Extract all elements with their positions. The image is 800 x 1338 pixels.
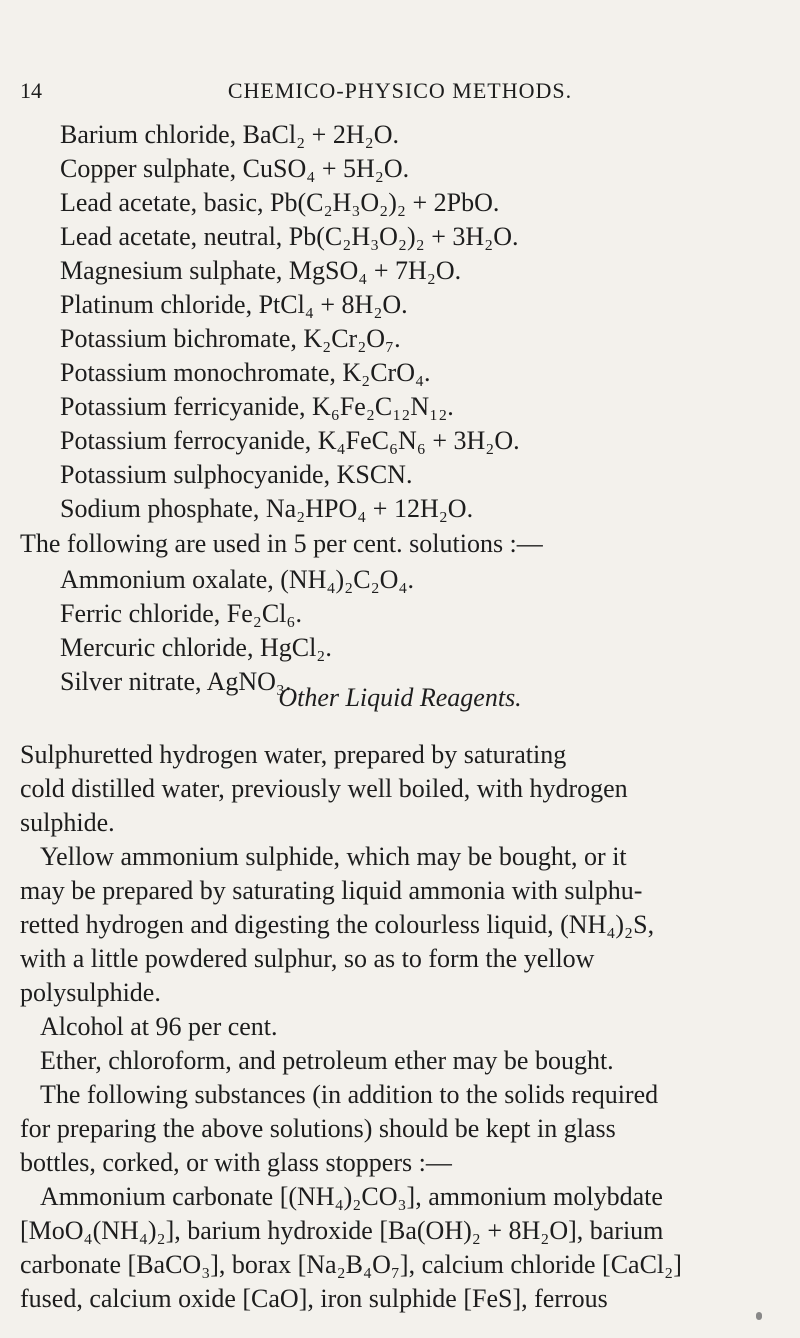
page-header [0,78,800,108]
intro-text: The following are used in 5 per cent. solutions :— [20,529,543,558]
paragraph-line: retted hydrogen and digesting the colourless liquid, (NH₄)₂S, [20,910,655,939]
list-item: Magnesium sulphate, MgSO₄ + 7H₂O. [60,256,462,285]
paragraph-line: Ammonium carbonate [(NH₄)₂CO₃], ammonium molybdate [40,1182,663,1211]
salt-list [60,118,520,526]
list-item: Lead acetate, neutral, Pb(C₂H₃O₂)₂ + 3H₂O. [60,222,519,251]
paragraph-line: carbonate [BaCO₃], borax [Na₂B₄O₇], calcium chloride [CaCl₂] [20,1250,682,1279]
reagent-paragraphs [20,738,780,1316]
list-item: Silver nitrate, AgNO₃. [60,667,292,696]
list-item: Potassium sulphocyanide, KSCN. [60,460,413,489]
paragraph-line: [MoO₄(NH₄)₂], barium hydroxide [Ba(OH)₂ + 8H₂O], barium [20,1216,664,1245]
solution-list [60,563,414,699]
paragraph-line: Sulphuretted hydrogen water, prepared by saturating [20,740,567,769]
paragraph-line: bottles, corked, or with glass stoppers :— [20,1148,452,1177]
list-item: Potassium bichromate, K₂Cr₂O₇. [60,324,401,353]
list-item: Lead acetate, basic, Pb(C₂H₃O₂)₂ + 2PbO. [60,188,500,217]
section-heading: Other Liquid Reagents. [278,683,522,712]
list-item: Sodium phosphate, Na₂HPO₄ + 12H₂O. [60,494,474,523]
paper-speck [756,1312,762,1320]
paragraph-line: with a little powdered sulphur, so as to form the yellow [20,944,595,973]
paragraph-line: may be prepared by saturating liquid ammonia with sulphu- [20,876,643,905]
list-item: Barium chloride, BaCl₂ + 2H₂O. [60,120,399,149]
list-item: Ferric chloride, Fe₂Cl₆. [60,599,302,628]
list-item: Potassium ferricyanide, K₆Fe₂C₁₂N₁₂. [60,392,454,421]
paragraph-line: polysulphide. [20,978,161,1007]
paragraph-line: sulphide. [20,808,115,837]
paragraph-line: for preparing the above solutions) should be kept in glass [20,1114,616,1143]
list-item: Potassium monochromate, K₂CrO₄. [60,358,431,387]
paragraph-line: Yellow ammonium sulphide, which may be bought, or it [40,842,627,871]
solutions-intro [20,527,780,561]
list-item: Platinum chloride, PtCl₄ + 8H₂O. [60,290,408,319]
paragraph-line: Ether, chloroform, and petroleum ether may be bought. [40,1046,614,1075]
list-item: Potassium ferrocyanide, K₄FeC₆N₆ + 3H₂O. [60,426,520,455]
page-number: 14 [20,78,42,103]
list-item: Mercuric chloride, HgCl₂. [60,633,332,662]
paragraph-line: fused, calcium oxide [CaO], iron sulphide [FeS], ferrous [20,1284,608,1313]
paragraph-line: Alcohol at 96 per cent. [40,1012,278,1041]
list-item: Ammonium oxalate, (NH₄)₂C₂O₄. [60,565,414,594]
running-title: CHEMICO-PHYSICO METHODS. [227,78,573,103]
list-item: Copper sulphate, CuSO₄ + 5H₂O. [60,154,410,183]
paragraph-line: cold distilled water, previously well boiled, with hydrogen [20,774,628,803]
paragraph-line: The following substances (in addition to the solids required [40,1080,659,1109]
